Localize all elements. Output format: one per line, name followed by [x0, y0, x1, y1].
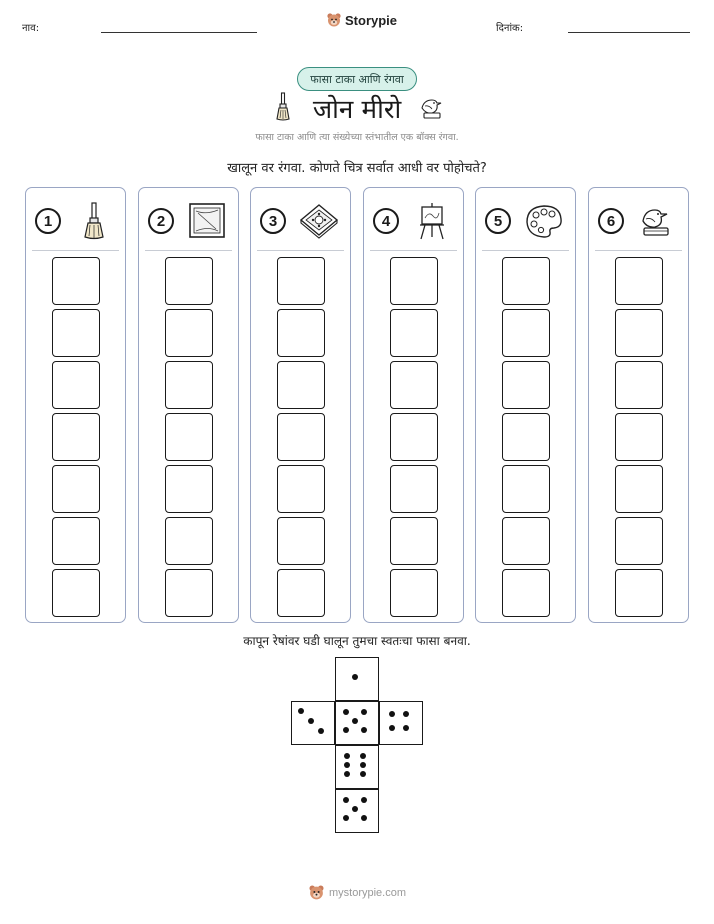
color-box[interactable]	[390, 309, 438, 357]
canvas-icon	[186, 201, 228, 241]
color-box[interactable]	[277, 413, 325, 461]
column-number: 4	[373, 208, 399, 234]
color-box[interactable]	[165, 257, 213, 305]
color-box[interactable]	[165, 361, 213, 409]
die-pip	[343, 727, 349, 733]
color-box[interactable]	[615, 517, 663, 565]
column-number: 6	[598, 208, 624, 234]
die-face-bottom	[335, 789, 379, 833]
die-pip	[361, 727, 367, 733]
color-box[interactable]	[502, 569, 550, 617]
column-divider	[370, 250, 457, 251]
color-box[interactable]	[502, 413, 550, 461]
color-box[interactable]	[52, 413, 100, 461]
color-box[interactable]	[277, 361, 325, 409]
die-pip	[344, 753, 350, 759]
color-box[interactable]	[502, 257, 550, 305]
paintbrush-title-icon	[272, 92, 294, 122]
column-divider	[482, 250, 569, 251]
die-pip	[352, 806, 358, 812]
cut-instruction: कापून रेषांवर घडी घालून तुमचा स्वतःचा फासा बनवा.	[243, 634, 471, 648]
footer-url[interactable]: mystorypie.com	[329, 886, 407, 899]
date-label: दिनांक:	[496, 23, 524, 34]
die-pip	[298, 708, 304, 714]
die-pip	[344, 762, 350, 768]
die-pip	[308, 718, 314, 724]
color-box[interactable]	[390, 517, 438, 565]
column-number: 2	[148, 208, 174, 234]
die-pip	[352, 674, 358, 680]
color-box[interactable]	[52, 569, 100, 617]
tile-icon	[298, 201, 340, 241]
color-box[interactable]	[165, 413, 213, 461]
color-box[interactable]	[390, 569, 438, 617]
paintbrush-icon	[73, 201, 115, 241]
die-pip	[361, 815, 367, 821]
color-box[interactable]	[165, 309, 213, 357]
easel-icon	[411, 201, 453, 241]
column-divider	[145, 250, 232, 251]
color-box[interactable]	[615, 465, 663, 513]
color-box[interactable]	[502, 517, 550, 565]
color-box[interactable]	[615, 361, 663, 409]
bear-logo-icon	[308, 884, 325, 901]
color-box[interactable]	[52, 465, 100, 513]
color-box[interactable]	[52, 257, 100, 305]
name-line[interactable]	[101, 32, 257, 33]
color-box[interactable]	[390, 413, 438, 461]
die-face-left	[291, 701, 335, 745]
color-box[interactable]	[277, 309, 325, 357]
die-pip	[403, 711, 409, 717]
color-box[interactable]	[615, 569, 663, 617]
die-pip	[352, 718, 358, 724]
color-box[interactable]	[390, 361, 438, 409]
die-face-top	[335, 657, 379, 701]
color-box[interactable]	[390, 257, 438, 305]
color-box[interactable]	[390, 465, 438, 513]
die-pip	[343, 709, 349, 715]
die-pip	[361, 797, 367, 803]
column-divider	[32, 250, 119, 251]
name-label: नाव:	[22, 23, 40, 34]
color-box[interactable]	[277, 465, 325, 513]
column-4	[363, 187, 464, 623]
palette-icon	[523, 201, 565, 241]
color-box[interactable]	[165, 569, 213, 617]
brand-logo	[326, 12, 397, 28]
die-pip	[389, 711, 395, 717]
activity-pill: फासा टाका आणि रंगवा	[297, 67, 417, 91]
column-number: 1	[35, 208, 61, 234]
color-box[interactable]	[502, 361, 550, 409]
footer	[308, 884, 406, 901]
die-face-center	[335, 701, 379, 745]
column-divider	[595, 250, 682, 251]
color-box[interactable]	[277, 257, 325, 305]
die-face-lower	[335, 745, 379, 789]
color-box[interactable]	[502, 465, 550, 513]
die-pip	[343, 797, 349, 803]
color-box[interactable]	[52, 309, 100, 357]
date-line[interactable]	[568, 32, 690, 33]
die-pip	[361, 709, 367, 715]
die-pip	[343, 815, 349, 821]
color-box[interactable]	[277, 517, 325, 565]
color-box[interactable]	[277, 569, 325, 617]
page-title: जोन मीरो	[312, 95, 402, 125]
color-box[interactable]	[615, 309, 663, 357]
column-divider	[257, 250, 344, 251]
die-pip	[360, 771, 366, 777]
color-box[interactable]	[615, 413, 663, 461]
die-face-right	[379, 701, 423, 745]
die-pip	[360, 753, 366, 759]
die-pip	[360, 762, 366, 768]
column-3	[250, 187, 351, 623]
color-box[interactable]	[502, 309, 550, 357]
column-2	[138, 187, 239, 623]
color-box[interactable]	[165, 465, 213, 513]
die-pip	[389, 725, 395, 731]
color-box[interactable]	[52, 517, 100, 565]
column-number: 3	[260, 208, 286, 234]
die-pip	[344, 771, 350, 777]
bear-logo-icon	[326, 12, 342, 28]
page-subtitle: फासा टाका आणि त्या संख्येच्या स्तंभातील एक बॉक्स रंगवा.	[255, 132, 459, 143]
column-1	[25, 187, 126, 623]
brand-name: Storypie	[345, 12, 398, 28]
instruction-text: खालून वर रंगवा. कोणते चित्र सर्वात आधी वर पोहोचते?	[227, 161, 487, 176]
column-5	[475, 187, 576, 623]
column-6	[588, 187, 689, 623]
color-box[interactable]	[165, 517, 213, 565]
die-pip	[403, 725, 409, 731]
color-box[interactable]	[615, 257, 663, 305]
die-pip	[318, 728, 324, 734]
bird-sculpture-icon	[636, 201, 678, 241]
color-box[interactable]	[52, 361, 100, 409]
bird-title-icon	[416, 92, 446, 122]
column-number: 5	[485, 208, 511, 234]
